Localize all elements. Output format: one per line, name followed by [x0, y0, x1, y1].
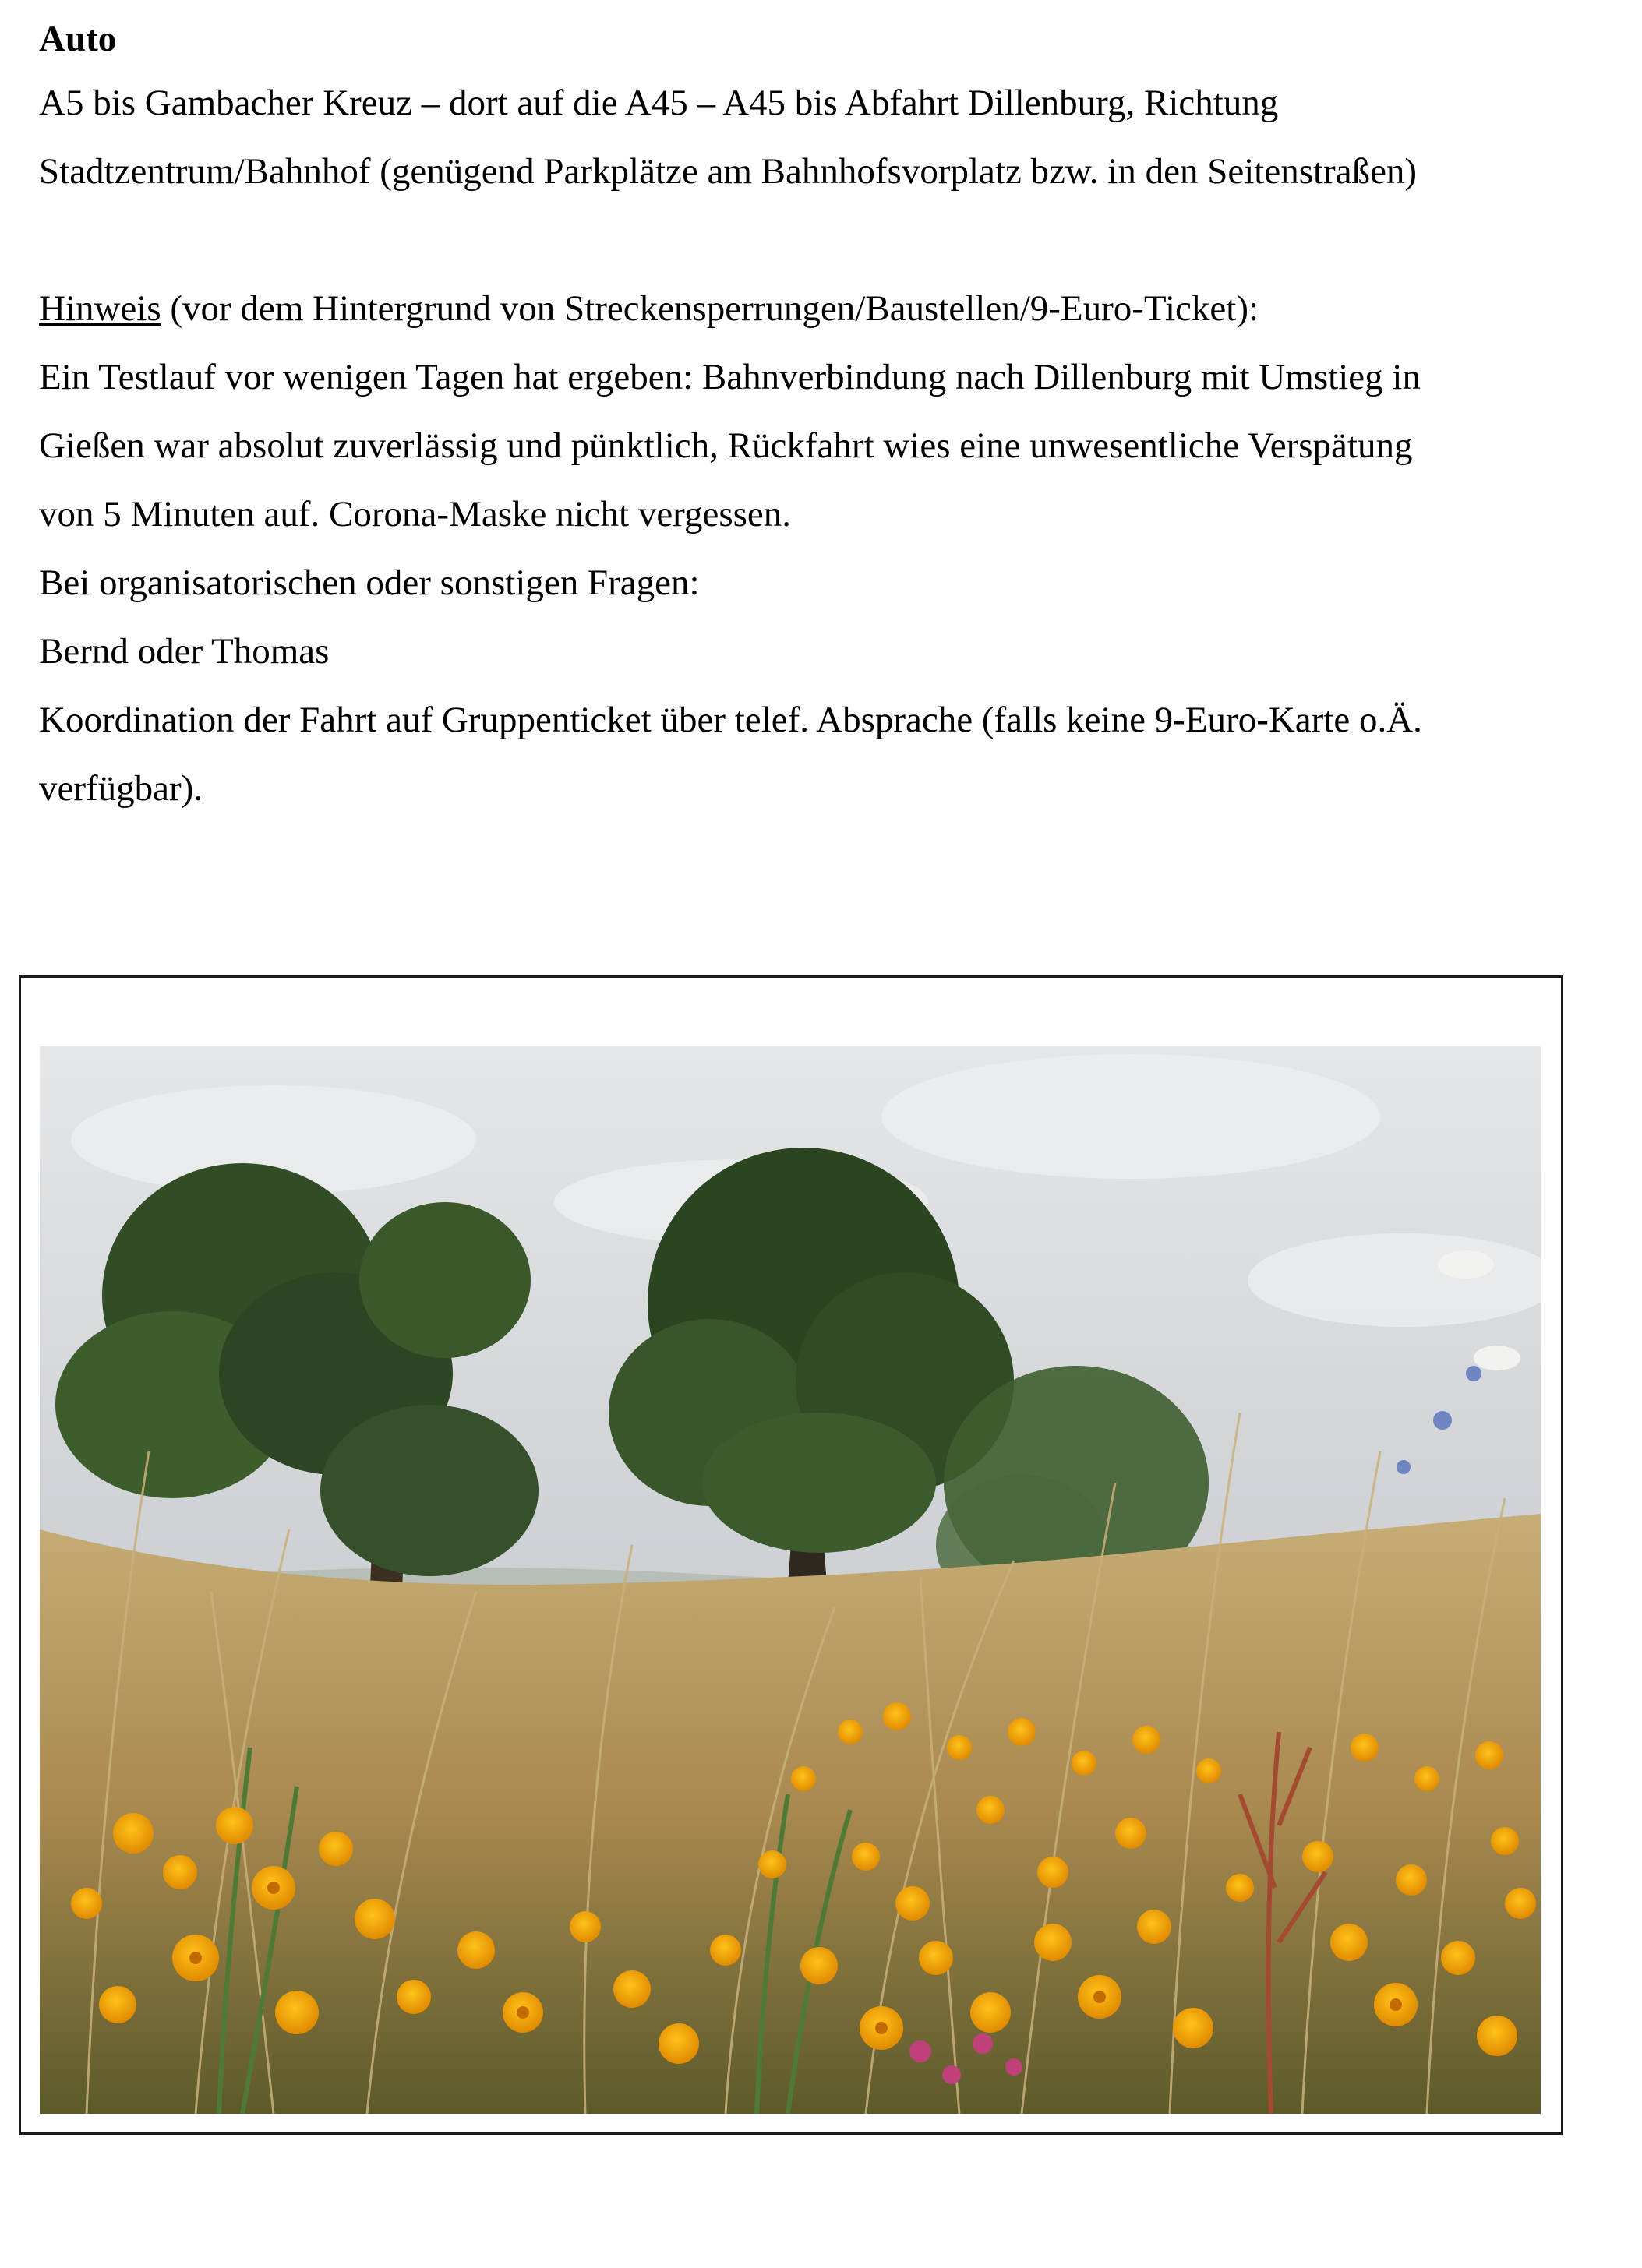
route-line-2: Stadtzentrum/Bahnhof (genügend Parkplätze am Bahnhofsvorplatz bzw. in den Seitenstraßen)	[39, 151, 1418, 192]
grass-field	[40, 1514, 1541, 2114]
contacts-line: Bernd oder Thomas	[39, 631, 330, 672]
questions-line: Bei organisatorischen oder sonstigen Fragen:	[39, 563, 700, 603]
paragraph-gap	[39, 206, 1621, 274]
note-line-intro	[39, 274, 1621, 343]
text-block	[39, 0, 1621, 823]
photo-frame	[19, 975, 1563, 2135]
note-line-3: von 5 Minuten auf. Corona-Maske nicht vergessen.	[39, 494, 792, 534]
coordination-line-1: Koordination der Fahrt auf Gruppenticket über telef. Absprache (falls keine 9-Euro-Karte o.Ä.	[39, 700, 1422, 740]
note-label: Hinweis	[39, 288, 161, 329]
note-line-1: Ein Testlauf vor wenigen Tagen hat ergeben: Bahnverbindung nach Dillenburg mit Umstieg in	[39, 357, 1421, 397]
note-intro-text: (vor dem Hintergrund von Streckensperrungen/Baustellen/9-Euro-Ticket):	[161, 288, 1259, 329]
route-line-1: A5 bis Gambacher Kreuz – dort auf die A45 – A45 bis Abfahrt Dillenburg, Richtung	[39, 83, 1279, 123]
section-heading: Auto	[39, 19, 117, 59]
note-line-2: Gießen war absolut zuverlässig und pünktlich, Rückfahrt wies eine unwesentliche Verspätung	[39, 425, 1413, 466]
coordination-line-2: verfügbar).	[39, 768, 203, 809]
meadow-photo	[40, 1046, 1541, 2114]
meadow-illustration	[40, 1046, 1541, 2114]
